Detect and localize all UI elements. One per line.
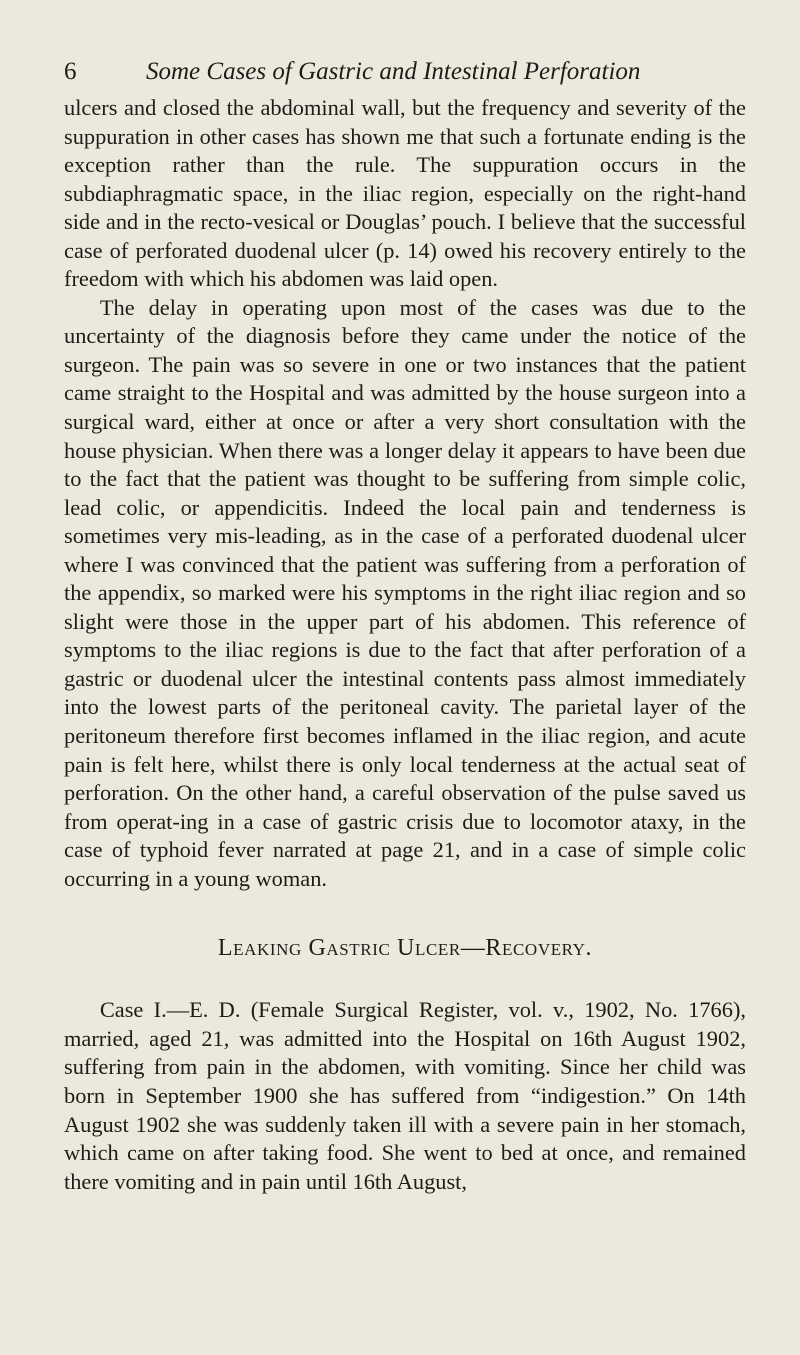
section-heading: Leaking Gastric Ulcer—Recovery. <box>217 935 593 962</box>
paragraph-diagnosis-delay: The delay in operating upon most of the cases was due to the uncertainty of the diagnosis before they came under the notice of the surgeon. The pain was so severe in one or two instances that the patient came straight to the Hospital and was admitted by the house surgeon into a surgical ward, either at once or after a very short consultation with the house physician. When there was a longer delay it appears to have been due to the fact that the patient was thought to be suffering from simple colic, lead colic, or appendicitis. Indeed the local pain and tenderness is sometimes very mis-leading, as in the case of a perforated duodenal ulcer where I was convinced that the patient was suffering from a perforation of the appendix, so marked were his symptoms in the right iliac region and so slight were those in the upper part of his abdomen. This reference of symptoms to the iliac regions is due to the fact that after perforation of a gastric or duodenal ulcer the intestinal contents pass almost immediately into the lowest parts of the peritoneal cavity. The parietal layer of the peritoneum therefore first becomes inflamed in the iliac region, and acute pain is felt here, whilst there is only local tenderness at the actual seat of perforation. On the other hand, a careful observation of the pulse saved us from operat-ing in a case of gastric crisis due to locomotor ataxy, in the case of typhoid fever narrated at page 21, and in a case of simple colic occurring in a young woman. <box>64 294 746 891</box>
paragraph-continued: ulcers and closed the abdominal wall, but the frequency and severity of the suppuration in other cases has shown me that such a fortunate ending is the exception rather than the rule. The suppuration occurs in the subdiaphragmatic space, in the iliac region, especially on the right-hand side and in the recto-vesical or Douglas’ pouch. I believe that the successful case of perforated duodenal ulcer (p. 14) owed his recovery entirely to the freedom with which his abdomen was laid open. <box>64 95 746 292</box>
case-paragraph: Case I.—E. D. (Female Surgical Register, vol. v., 1902, No. 1766), married, aged 21, was admitted into the Hospital on 16th August 1902, suffering from pain in the abdomen, with vomiting. Since her child was born in September 1900 she has suffered from “indigestion.” On 14th August 1902 she was suddenly taken ill with a severe pain in her stomach, which came on after taking food. She went to bed at once, and remained there vomiting and in pain until 16th August, <box>64 997 746 1194</box>
body-text <box>64 94 746 1196</box>
page-number: 6 <box>64 58 77 85</box>
running-title: Some Cases of Gastric and Intestinal Perforation <box>146 58 641 85</box>
running-head <box>64 55 744 89</box>
